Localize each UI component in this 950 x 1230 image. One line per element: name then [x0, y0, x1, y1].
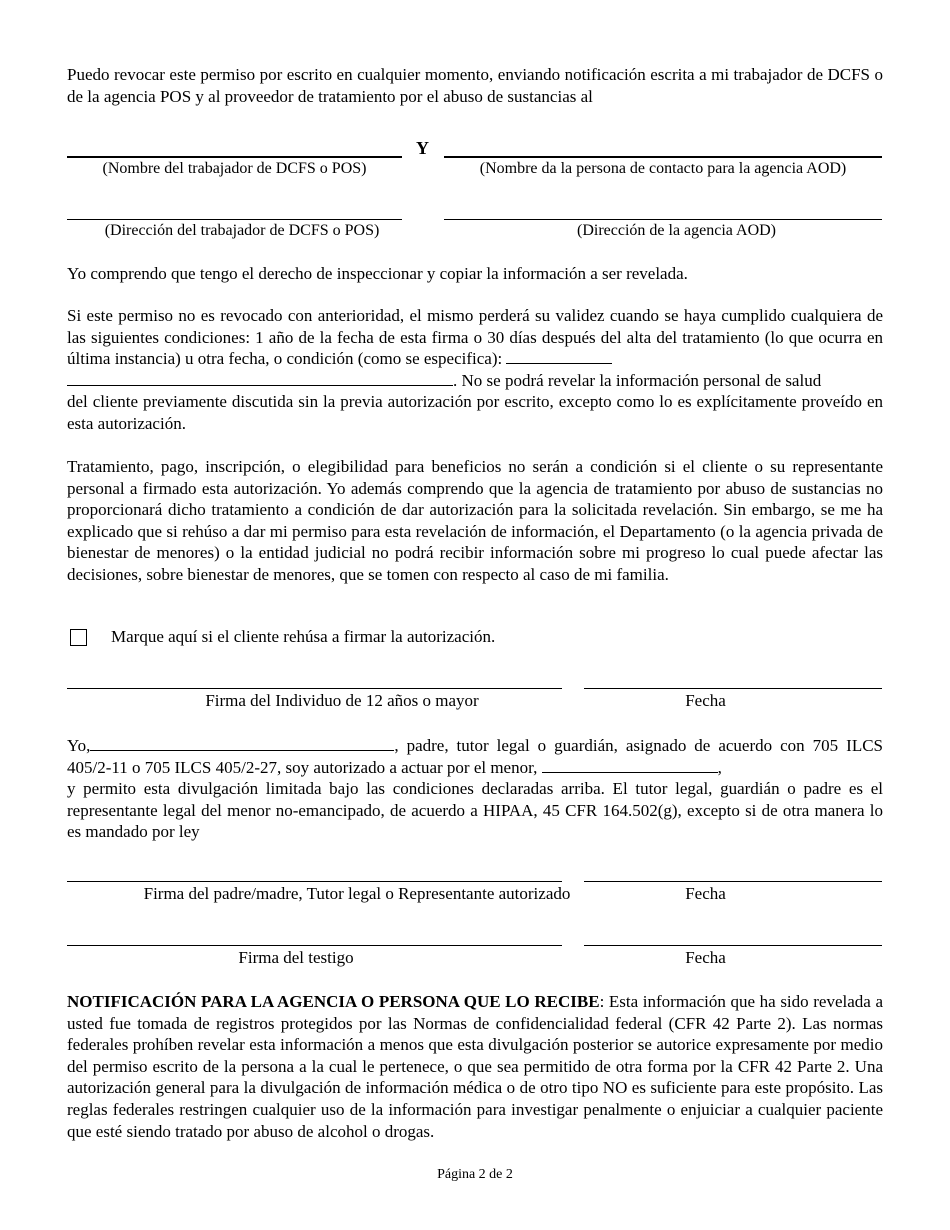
guardian-prefix: Yo, — [67, 736, 91, 755]
guardian-name-field[interactable] — [90, 736, 394, 751]
guardian-date-label: Fecha — [685, 884, 726, 903]
dcfs-name-caption: (Nombre del trabajador de DCFS o POS) — [102, 160, 367, 177]
form-page — [67, 64, 883, 107]
aod-address-caption: (Dirección de la agencia AOD) — [576, 222, 776, 239]
expiration-paragraph — [67, 305, 883, 435]
witness-signature-label: Firma del testigo — [238, 948, 354, 967]
notice-heading: NOTIFICACIÓN PARA LA AGENCIA O PERSONA QUE LO RECIBE — [67, 992, 600, 1011]
expiration-text-1: Si este permiso no es revocado con anterioridad, el mismo perderá su validez cuando se haya cumplido cualquiera de las siguientes condiciones: 1 año de la fecha de esta firma o 30 días después del alta del tratamiento (lo que ocurra en última instancia) u otra fecha, o condición (como se especifica): — [67, 306, 883, 369]
refusal-checkbox-label: Marque aquí si el cliente rehúsa a firmar la autorización. — [111, 627, 496, 646]
individual-signature-label: Firma del Individuo de 12 años o mayor — [205, 691, 479, 710]
refusal-checkbox[interactable] — [70, 629, 87, 646]
expiration-text-3: del cliente previamente discutida sin la previa autorización por escrito, excepto como lo es explícitamente proveído en esta autorización. — [67, 392, 883, 433]
dcfs-address-line[interactable] — [67, 219, 402, 220]
aod-address-line[interactable] — [444, 219, 882, 220]
witness-date-line[interactable] — [584, 945, 882, 946]
guardian-paragraph — [67, 735, 883, 843]
minor-name-field[interactable] — [542, 758, 718, 773]
individual-signature-line[interactable] — [67, 688, 562, 689]
guardian-date-line[interactable] — [584, 881, 882, 882]
aod-name-caption: (Nombre da la persona de contacto para la agencia AOD) — [479, 160, 847, 177]
treatment-paragraph: Tratamiento, pago, inscripción, o elegibilidad para beneficios no serán a condición si el cliente o su representante personal a firmado esta autorización. Yo además comprendo que la agencia de tratamiento por abuso de sustancias no proporcionará dicho tratamiento a condición de dar autorización para la solicitada revelación. Sin embargo, se me ha explicado que si rehúso a dar mi permiso para esta revelación de información, el Departamento (o la agencia privada de bienestar de menores) o la entidad judicial no podrá recibir información sobre mi progreso lo cual puede afectar las decisiones, sobre bienestar de menores, que se tomen con respecto al caso de mi familia. — [67, 457, 883, 584]
individual-date-label: Fecha — [685, 691, 726, 710]
dcfs-name-line[interactable] — [67, 156, 402, 158]
page-number: Página 2 de 2 — [437, 1167, 513, 1182]
guardian-signature-label: Firma del padre/madre, Tutor legal o Representante autorizado — [143, 884, 571, 903]
notice-paragraph — [67, 991, 883, 1142]
guardian-rest: y permito esta divulgación limitada bajo las condiciones declaradas arriba. El tutor legal, guardián o padre es el representante legal del menor no-emancipado, de acuerdo a HIPAA, 45 CFR 164.502(g), excepto si de otra manera lo es mandado por ley — [67, 779, 883, 842]
guardian-text: , padre, tutor legal o guardián, asignado de acuerdo con 705 ILCS 405/2-11 o 705 ILCS 405/2-27, soy autorizado a actuar por el menor, — [67, 736, 883, 777]
expiration-condition-field-2[interactable] — [67, 371, 453, 386]
aod-name-line[interactable] — [444, 156, 882, 158]
individual-date-line[interactable] — [584, 688, 882, 689]
revocation-paragraph: Puedo revocar este permiso por escrito en cualquier momento, enviando notificación escrita a mi trabajador de DCFS o de la agencia POS y al proveedor de tratamiento por el abuso de sustancias al — [67, 65, 883, 106]
witness-date-label: Fecha — [685, 948, 726, 967]
and-conjunction: Y — [416, 138, 429, 158]
notice-body: : Esta información que ha sido revelada a usted fue tomada de registros protegidos por las Normas de confidencialidad federal (CFR 42 Parte 2). Las normas federales prohíben revelar esta información a menos que esta divulgación posterior se autorice expresamente por medio del permiso escrito de la persona a la cual le pertenece, o que sea permitido de otra forma por la CFR 42 Parte 2. Una autorización general para la divulgación de información médica o de otro tipo NO es suficiente para este propósito. Las reglas federales restringen cualquier uso de la información para investigar penalmente o enjuiciar a cualquier paciente que esté siendo tratado por abuso de alcohol o drogas. — [67, 992, 884, 1141]
expiration-condition-field-1[interactable] — [506, 349, 612, 364]
rights-paragraph: Yo comprendo que tengo el derecho de inspeccionar y copiar la información a ser revelada. — [67, 264, 688, 283]
expiration-text-2: . No se podrá revelar la información personal de salud — [453, 370, 822, 390]
guardian-signature-line[interactable] — [67, 881, 562, 882]
guardian-comma: , — [717, 757, 722, 777]
witness-signature-line[interactable] — [67, 945, 562, 946]
dcfs-address-caption: (Dirección del trabajador de DCFS o POS) — [104, 222, 380, 239]
